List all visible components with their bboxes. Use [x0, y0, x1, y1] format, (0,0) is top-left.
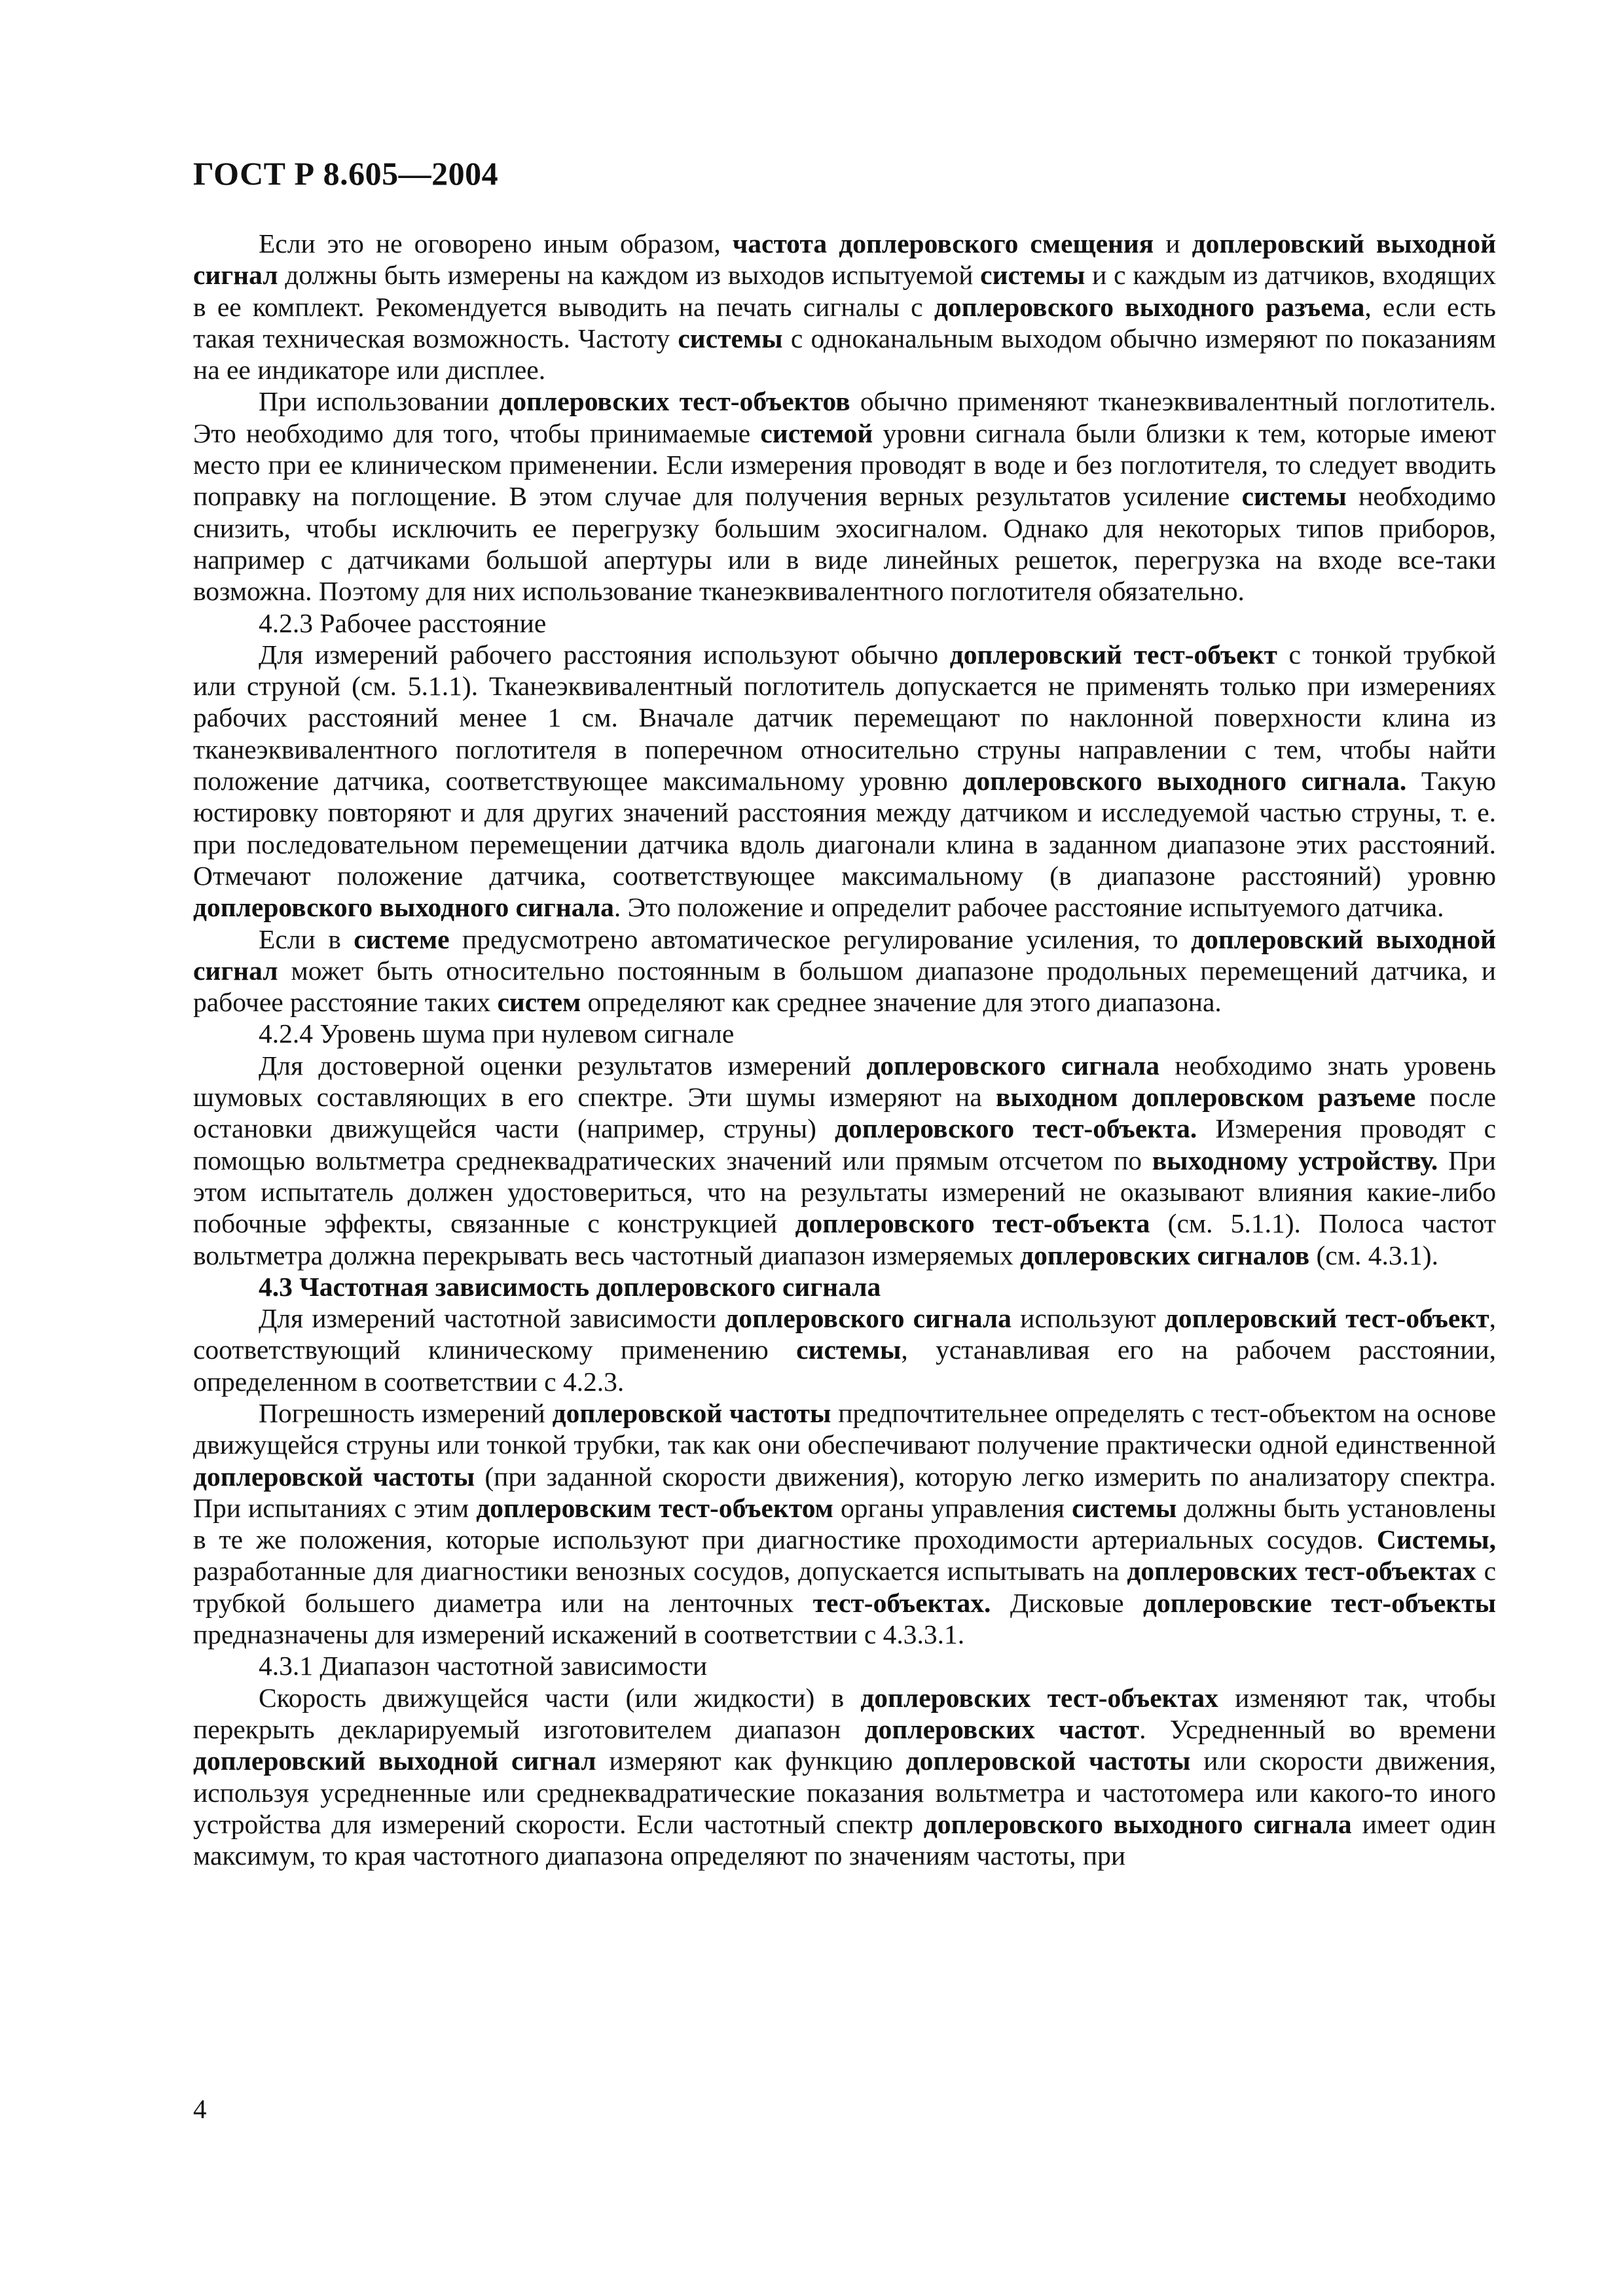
- paragraph: Для измерений рабочего расстояния используют обычно доплеровский тест-объект с тонкой трубкой или струной (см. 5.1.1). Тканеэквивалентный поглотитель допускается не применять только при измерениях рабочих расстояний менее 1 см. Вначале датчик перемещают по наклонной поверхности клина из тканеэквивалентного поглотителя в поперечном относительно струны направлении с тем, чтобы найти положение датчика, соответствующее максимальному уровню доплеровского выходного сигнала. Такую юстировку повторяют и для других значений расстояния между датчиком и исследуемой частью струны, т. е. при последовательном перемещении датчика вдоль диагонали клина в заданном диапазоне этих расстояний. Отмечают положение датчика, соответствующее максимальному (в диапазоне расстояний) уровню доплеровского выходного сигнала. Это положение и определит рабочее расстояние испытуемого датчика.: [193, 639, 1496, 923]
- paragraph: Если это не оговорено иным образом, частота доплеровского смещения и доплеровский выходной сигнал должны быть измерены на каждом из выходов испытуемой системы и с каждым из датчиков, входящих в ее комплект. Рекомендуется выводить на печать сигналы с доплеровского выходного разъема, если есть такая техническая возможность. Частоту системы с одноканальным выходом обычно измеряют по показаниям на ее индикаторе или дисплее.: [193, 228, 1496, 386]
- section-heading: 4.3 Частотная зависимость доплеровского сигнала: [259, 1271, 881, 1302]
- section-heading: 4.2.4 Уровень шума при нулевом сигнале: [259, 1018, 735, 1049]
- document-header: ГОСТ Р 8.605—2004: [193, 155, 499, 192]
- paragraph: Скорость движущейся части (или жидкости) в доплеровских тест-объектах изменяют так, чтобы перекрыть декларируемый изготовителем диапазон доплеровских частот. Усредненный во времени доплеровский выходной сигнал измеряют как функцию доплеровской частоты или скорости движения, используя усредненные или среднеквадратические показания вольтметра и частотомера или какого-то иного устройства для измерений скорости. Если частотный спектр доплеровского выходного сигнала имеет один максимум, то края частотного диапазона определяют по значениям частоты, при: [193, 1682, 1497, 1871]
- paragraph: Для достоверной оценки результатов измерений доплеровского сигнала необходимо знать уровень шумовых составляющих в его спектре. Эти шумы измеряют на выходном доплеровском разъеме после остановки движущейся части (например, струны) доплеровского тест-объекта. Измерения проводят с помощью вольтметра среднеквадратических значений или прямым отсчетом по выходному устройству. При этом испытатель должен удостовериться, что на результаты измерений не оказывают влияния какие-либо побочные эффекты, связанные с конструкцией доплеровского тест-объекта (см. 5.1.1). Полоса частот вольтметра должна перекрывать весь частотный диапазон измеряемых доплеровских сигналов (см. 4.3.1).: [193, 1050, 1497, 1270]
- body-text: [193, 228, 1496, 1871]
- paragraph: Для измерений частотной зависимости доплеровского сигнала используют доплеровский тест-объект, соответствующий клиническому применению системы, устанавливая его на рабочем расстоянии, определенном в соответствии с 4.2.3.: [193, 1303, 1496, 1397]
- section-heading: 4.3.1 Диапазон частотной зависимости: [259, 1651, 708, 1681]
- paragraph: Погрешность измерений доплеровской частоты предпочтительнее определять с тест-объектом на основе движущейся струны или тонкой трубки, так как они обеспечивают получение практически одной единственной доплеровской частоты (при заданной скорости движения), которую легко измерить по анализатору спектра. При испытаниях с этим доплеровским тест-объектом органы управления системы должны быть установлены в те же положения, которые используют при диагностике проходимости артериальных сосудов. Системы, разработанные для диагностики венозных сосудов, допускается испытывать на доплеровских тест-объектах с трубкой большего диаметра или на ленточных тест-объектах. Дисковые доплеровские тест-объекты предназначены для измерений искажений в соответствии с 4.3.3.1.: [193, 1397, 1497, 1650]
- section-heading: 4.2.3 Рабочее расстояние: [259, 607, 547, 638]
- paragraph: Если в системе предусмотрено автоматическое регулирование усиления, то доплеровский выходной сигнал может быть относительно постоянным в большом диапазоне продольных перемещений датчика, и рабочее расстояние таких систем определяют как среднее значение для этого диапазона.: [193, 924, 1496, 1018]
- page-number: 4: [193, 2094, 207, 2124]
- paragraph: При использовании доплеровских тест-объектов обычно применяют тканеэквивалентный поглотитель. Это необходимо для того, чтобы принимаемые системой уровни сигнала были близки к тем, которые имеют место при ее клиническом применении. Если измерения проводят в воде и без поглотителя, то следует вводить поправку на поглощение. В этом случае для получения верных результатов усиление системы необходимо снизить, чтобы исключить ее перегрузку большим эхосигналом. Однако для некоторых типов приборов, например с датчиками большой апертуры или в виде линейных решеток, перегрузка на входе все-таки возможна. Поэтому для них использование тканеэквивалентного поглотителя обязательно.: [193, 386, 1497, 607]
